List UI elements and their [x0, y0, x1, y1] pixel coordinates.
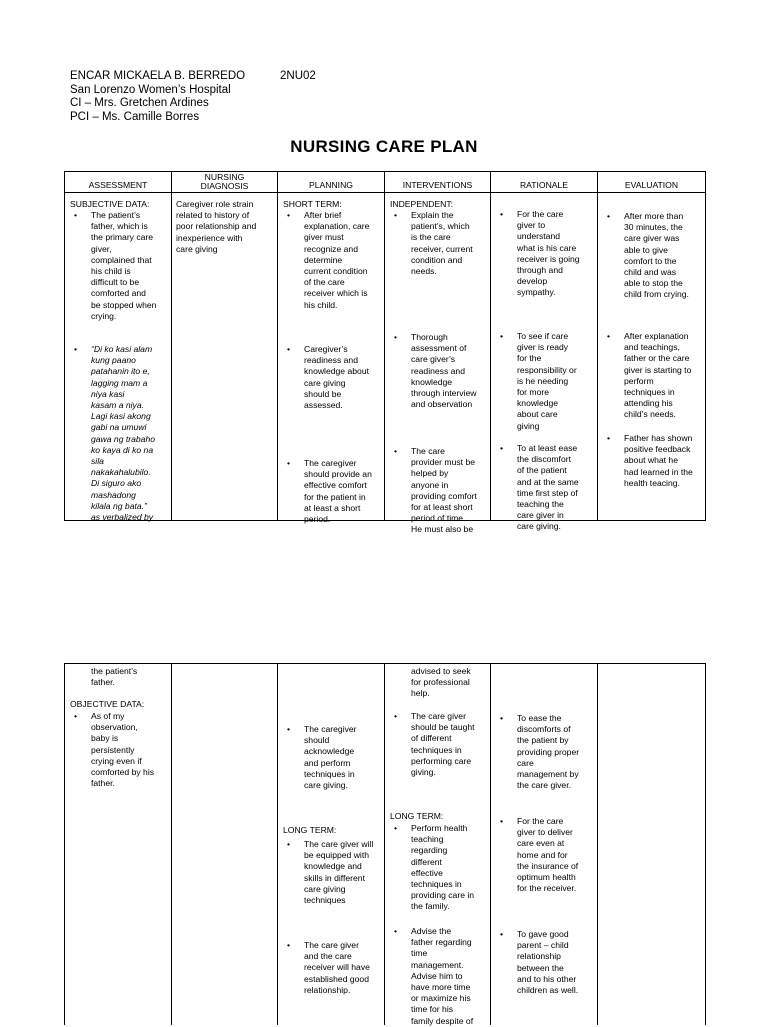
- text-line: explanation, care: [304, 221, 370, 232]
- text-line: his child is: [91, 266, 131, 277]
- text-line: techniques: [304, 895, 346, 906]
- text-line: current condition: [304, 266, 368, 277]
- interventions-cell: [385, 664, 491, 1026]
- column-header-planning: PLANNING: [278, 172, 385, 193]
- section-code: 2NU02: [280, 70, 316, 82]
- long-term-label: LONG TERM:: [283, 825, 337, 835]
- bullet: •: [607, 433, 611, 443]
- text-line: skills in different: [304, 872, 365, 883]
- text-line: is he needing: [517, 375, 569, 386]
- text-line: After brief: [304, 210, 342, 220]
- interventions-cell: [385, 193, 491, 535]
- text-line: established good: [304, 973, 369, 984]
- text-line: the patient by: [517, 735, 569, 746]
- text-line: the primary care: [91, 232, 154, 243]
- intervention-item: [411, 823, 484, 913]
- text-line: kilala ng bata.”: [91, 500, 147, 511]
- text-line: health teacing.: [624, 477, 680, 488]
- care-plan-table-page2: [64, 663, 706, 1025]
- planning-cell: [278, 664, 385, 1026]
- text-line: teaching the: [517, 499, 564, 510]
- text-line: inexperience with: [176, 232, 243, 243]
- text-line: for more: [517, 387, 549, 398]
- bullet: •: [74, 210, 78, 220]
- text-line: and the care: [304, 951, 352, 962]
- text-line: should: [304, 735, 330, 746]
- text-line: gabi na umuwi: [91, 422, 147, 433]
- text-line: optimum health: [517, 872, 576, 883]
- text-line: To at least ease: [517, 443, 578, 453]
- bullet: •: [287, 210, 291, 220]
- short-term-label: SHORT TERM:: [283, 199, 342, 209]
- text-line: help.: [411, 688, 430, 699]
- text-line: “Di ko kasi alam: [91, 344, 153, 354]
- document-header: [70, 70, 316, 124]
- text-line: and teachings,: [624, 342, 680, 353]
- text-line: mashadong: [91, 489, 136, 500]
- text-line: assessment of: [411, 343, 467, 354]
- intervention-continuation: [411, 666, 484, 700]
- text-line: able to stop the: [624, 278, 683, 289]
- text-line: providing comfort: [411, 490, 477, 501]
- intervention-item: [411, 926, 484, 1027]
- text-line: Explain the: [411, 210, 454, 220]
- text-line: He must also be: [411, 524, 474, 535]
- text-line: family despite of: [411, 1015, 474, 1026]
- text-line: had learned in the: [624, 466, 693, 477]
- table-body-row: [65, 193, 706, 521]
- text-line: be stopped when: [91, 299, 157, 310]
- subjective-item: [91, 210, 165, 322]
- text-line: care: [517, 757, 534, 768]
- text-line: time first step of: [517, 487, 578, 498]
- evaluation-item: [624, 433, 699, 489]
- evaluation-cell: [598, 664, 706, 1026]
- diagnosis-cell: [172, 193, 278, 521]
- text-line: gawa ng trabaho: [91, 433, 156, 444]
- text-line: techniques in: [624, 387, 675, 398]
- text-line: and perform: [304, 757, 351, 768]
- text-line: To see if care: [517, 331, 569, 341]
- text-line: For the care: [517, 816, 564, 826]
- text-line: understand: [517, 231, 561, 242]
- text-line: To gave good: [517, 929, 569, 939]
- text-line: different: [411, 856, 442, 867]
- bullet: •: [394, 210, 398, 220]
- text-line: anyone in: [411, 479, 449, 490]
- clinical-instructor: CI – Mrs. Gretchen Ardines: [70, 97, 209, 109]
- text-line: of the care: [304, 277, 345, 288]
- table-header-row: [65, 172, 706, 193]
- bullet: •: [74, 711, 78, 721]
- text-line: teaching: [411, 834, 444, 845]
- text-line: knowledge and: [304, 861, 362, 872]
- bullet: •: [500, 929, 504, 939]
- table-body-row: [65, 664, 706, 1026]
- text-line: Advise him to: [411, 970, 463, 981]
- text-line: condition and: [411, 254, 463, 265]
- rationale-item: [517, 209, 591, 299]
- text-line: As of my: [91, 711, 125, 721]
- planning-item: [304, 724, 378, 791]
- rationale-item: [517, 443, 591, 533]
- text-line: Caregiver’s: [304, 344, 348, 354]
- text-line: the discomfort: [517, 454, 571, 465]
- intervention-item: [411, 711, 484, 778]
- text-line: complained that: [91, 254, 152, 265]
- text-line: home and for: [517, 849, 568, 860]
- text-line: for the: [517, 353, 542, 364]
- text-line: his child.: [304, 299, 338, 310]
- text-line: giving: [517, 420, 540, 431]
- text-line: niya kasi: [91, 388, 125, 399]
- planning-item: [304, 344, 378, 411]
- text-line: Thorough: [411, 332, 448, 342]
- column-header-assessment: ASSESSMENT: [65, 172, 172, 193]
- text-line: techniques in: [411, 879, 462, 890]
- text-line: giver must: [304, 232, 344, 243]
- text-line: giver is ready: [517, 342, 569, 353]
- text-line: father.: [91, 778, 115, 789]
- text-line: the family.: [411, 901, 450, 912]
- text-line: through interview: [411, 388, 477, 399]
- text-line: readiness and: [304, 355, 358, 366]
- nursing-diagnosis-text: [176, 199, 273, 255]
- text-line: knowledge: [411, 376, 453, 387]
- text-line: regarding: [411, 845, 448, 856]
- text-line: between the: [517, 962, 564, 973]
- text-line: The care: [411, 446, 445, 456]
- bullet: •: [394, 446, 398, 456]
- text-line: care even at: [517, 838, 565, 849]
- text-line: should be taught: [411, 722, 475, 733]
- text-line: develop: [517, 276, 548, 287]
- text-line: management by: [517, 769, 579, 780]
- text-line: the insurance of: [517, 860, 579, 871]
- evaluation-item: [624, 211, 699, 301]
- bullet: •: [500, 713, 504, 723]
- text-line: kasam a niya.: [91, 400, 145, 411]
- text-line: child’s needs.: [624, 409, 676, 420]
- text-line: care giving: [304, 377, 346, 388]
- text-line: observation,: [91, 722, 138, 733]
- bullet: •: [394, 823, 398, 833]
- text-line: assessed.: [304, 400, 343, 411]
- text-line: receiver is going: [517, 253, 580, 264]
- text-line: related to history of: [176, 210, 250, 221]
- rationale-cell: [491, 664, 598, 1026]
- text-line: techniques in: [304, 768, 355, 779]
- text-line: able to give: [624, 244, 668, 255]
- text-line: acknowledge: [304, 746, 355, 757]
- bullet: •: [500, 209, 504, 219]
- text-line: kung paano: [91, 355, 136, 366]
- text-line: For the care: [517, 209, 564, 219]
- text-line: father regarding: [411, 937, 472, 948]
- text-line: father, which is: [91, 221, 148, 232]
- text-line: After more than: [624, 211, 684, 221]
- intervention-item: [411, 446, 484, 536]
- text-line: for the receiver.: [517, 883, 577, 894]
- text-line: father or the care: [624, 353, 690, 364]
- bullet: •: [287, 344, 291, 354]
- text-line: helped by: [411, 468, 449, 479]
- planning-cell: [278, 193, 385, 525]
- text-line: giver,: [91, 243, 112, 254]
- text-line: The care giver: [304, 940, 359, 950]
- text-line: providing care in: [411, 890, 475, 901]
- page-title: NURSING CARE PLAN: [290, 137, 478, 156]
- text-line: for the patient in: [304, 491, 366, 502]
- evaluation-cell: [598, 193, 706, 521]
- text-line: The patient’s: [91, 210, 141, 220]
- text-line: performing care: [411, 755, 472, 766]
- text-line: child and was: [624, 267, 677, 278]
- text-line: After explanation: [624, 331, 689, 341]
- bullet: •: [500, 816, 504, 826]
- text-line: should be: [304, 388, 342, 399]
- text-line: Caregiver role strain: [176, 199, 254, 209]
- text-line: recognize and: [304, 243, 358, 254]
- text-line: of the patient: [517, 465, 567, 476]
- bullet: •: [394, 926, 398, 936]
- text-line: nakakahalubilo.: [91, 467, 151, 478]
- text-line: and at the same: [517, 476, 579, 487]
- text-line: Lagi kasi akong: [91, 411, 151, 422]
- bullet: •: [74, 344, 78, 354]
- rationale-item: [517, 331, 591, 432]
- text-line: positive feedback: [624, 444, 691, 455]
- rationale-item: [517, 713, 591, 791]
- text-line: the care giver.: [517, 780, 571, 791]
- text-line: determine: [304, 254, 343, 265]
- bullet: •: [607, 211, 611, 221]
- text-line: persistently: [91, 744, 135, 755]
- text-line: for professional: [411, 677, 470, 688]
- assessment-cell: [65, 193, 172, 521]
- text-line: time for his: [411, 1004, 454, 1015]
- planning-item: [304, 940, 378, 996]
- text-line: as verbalized by: [91, 512, 154, 523]
- subjective-quote: [91, 344, 165, 523]
- text-line: Father has shown: [624, 433, 693, 443]
- column-header-rationale: RATIONALE: [491, 172, 598, 193]
- assessment-cell: [65, 664, 172, 1026]
- text-line: period.: [304, 514, 331, 525]
- planning-item: [304, 210, 378, 311]
- text-line: poor relationship and: [176, 221, 257, 232]
- text-line: child from crying.: [624, 289, 689, 300]
- text-line: care giving: [304, 883, 346, 894]
- bullet: •: [500, 331, 504, 341]
- text-line: giver to: [517, 220, 546, 231]
- text-line: at least a short: [304, 502, 361, 513]
- evaluation-item: [624, 331, 699, 421]
- text-line: Perform health: [411, 823, 468, 833]
- text-line: and observation: [411, 399, 473, 410]
- text-line: knowledge: [517, 398, 559, 409]
- text-line: care giving.: [304, 780, 348, 791]
- intervention-item: [411, 332, 484, 410]
- bullet: •: [394, 711, 398, 721]
- text-line: advised to seek: [411, 666, 471, 676]
- text-line: is the care: [411, 232, 451, 243]
- text-line: The care giver will: [304, 839, 374, 849]
- text-line: comforted by his: [91, 767, 155, 778]
- bullet: •: [287, 458, 291, 468]
- text-line: difficult to be: [91, 277, 140, 288]
- text-line: sympathy.: [517, 287, 556, 298]
- text-line: crying even if: [91, 755, 142, 766]
- intervention-item: [411, 210, 484, 277]
- rationale-item: [517, 929, 591, 996]
- text-line: knowledge about: [304, 366, 369, 377]
- text-line: care giver’s: [411, 354, 456, 365]
- column-header-interventions: INTERVENTIONS: [385, 172, 491, 193]
- text-line: comfort to the: [624, 255, 677, 266]
- text-line: giving.: [411, 767, 436, 778]
- text-line: attending his: [624, 398, 673, 409]
- text-line: children as well.: [517, 985, 579, 996]
- text-line: for at least short: [411, 502, 473, 513]
- text-line: Di siguro ako: [91, 478, 142, 489]
- text-line: The caregiver: [304, 724, 357, 734]
- rationale-cell: [491, 193, 598, 532]
- text-line: or maximize his: [411, 993, 471, 1004]
- text-line: giver to deliver: [517, 827, 573, 838]
- text-line: time: [411, 948, 428, 959]
- text-line: responsibility or: [517, 364, 577, 375]
- bullet: •: [287, 839, 291, 849]
- text-line: relationship: [517, 951, 561, 962]
- text-line: be equipped with: [304, 850, 369, 861]
- text-line: patahanin ito e,: [91, 366, 150, 377]
- text-line: relationship.: [304, 984, 351, 995]
- text-line: provider must be: [411, 457, 476, 468]
- name-row: [70, 70, 316, 84]
- bullet: •: [607, 331, 611, 341]
- independent-label: INDEPENDENT:: [390, 199, 454, 209]
- rationale-item: [517, 816, 591, 894]
- text-line: ko kaya di ko na: [91, 444, 154, 455]
- text-line: the patient’s: [91, 666, 138, 676]
- text-line: comforted and: [91, 288, 146, 299]
- assessment-continuation: [91, 666, 165, 688]
- long-term-label: LONG TERM:: [390, 811, 444, 821]
- text-line: through and: [517, 265, 563, 276]
- text-line: about what he: [624, 455, 678, 466]
- text-line: The care giver: [411, 711, 466, 721]
- text-line: readiness and: [411, 365, 465, 376]
- text-line: care giver in: [517, 510, 564, 521]
- text-line: The caregiver: [304, 458, 357, 468]
- text-line: lagging mam a: [91, 377, 148, 388]
- text-line: what is his care: [517, 242, 577, 253]
- column-header-diagnosis: NURSING DIAGNOSIS: [172, 172, 278, 193]
- text-line: needs.: [411, 266, 437, 277]
- text-line: management.: [411, 959, 464, 970]
- text-line: crying.: [91, 310, 117, 321]
- subjective-data-label: SUBJECTIVE DATA:: [70, 199, 150, 209]
- text-line: receiver, current: [411, 243, 473, 254]
- text-line: receiver will have: [304, 962, 370, 973]
- hospital-name: San Lorenzo Women’s Hospital: [70, 83, 231, 96]
- text-line: care giving.: [517, 521, 561, 532]
- text-line: patient’s, which: [411, 221, 470, 232]
- text-line: care giving: [176, 243, 218, 254]
- text-line: period of time.: [411, 513, 466, 524]
- text-line: effective comfort: [304, 480, 367, 491]
- partner-clinical-instructor: PCI – Ms. Camille Borres: [70, 110, 200, 123]
- column-header-evaluation: EVALUATION: [598, 172, 706, 193]
- text-line: To ease the: [517, 713, 562, 723]
- text-line: about care: [517, 409, 558, 420]
- text-line: father.: [91, 677, 115, 688]
- student-name: ENCAR MICKAELA B. BERREDO: [70, 70, 246, 82]
- diagnosis-cell: [172, 664, 278, 1026]
- text-line: sila: [91, 456, 104, 467]
- bullet: •: [287, 940, 291, 950]
- text-line: and to his other: [517, 973, 577, 984]
- text-line: techniques in: [411, 744, 462, 755]
- text-line: giver is starting to: [624, 364, 692, 375]
- text-line: discomforts of: [517, 724, 571, 735]
- bullet: •: [287, 724, 291, 734]
- text-line: Advise the: [411, 926, 452, 936]
- planning-item: [304, 458, 378, 525]
- text-line: care giver was: [624, 233, 680, 244]
- text-line: should provide an: [304, 469, 372, 480]
- text-line: receiver which is: [304, 288, 368, 299]
- text-line: parent – child: [517, 940, 569, 951]
- text-line: perform: [624, 375, 654, 386]
- planning-item: [304, 839, 378, 906]
- text-line: baby is: [91, 733, 119, 744]
- text-line: have more time: [411, 982, 471, 993]
- bullet: •: [500, 443, 504, 453]
- text-line: 30 minutes, the: [624, 222, 683, 233]
- text-line: of different: [411, 733, 452, 744]
- care-plan-table-page1: [64, 171, 706, 535]
- text-line: effective: [411, 867, 443, 878]
- objective-item: [91, 711, 165, 789]
- bullet: •: [394, 332, 398, 342]
- objective-data-label: OBJECTIVE DATA:: [70, 699, 145, 709]
- text-line: providing proper: [517, 746, 580, 757]
